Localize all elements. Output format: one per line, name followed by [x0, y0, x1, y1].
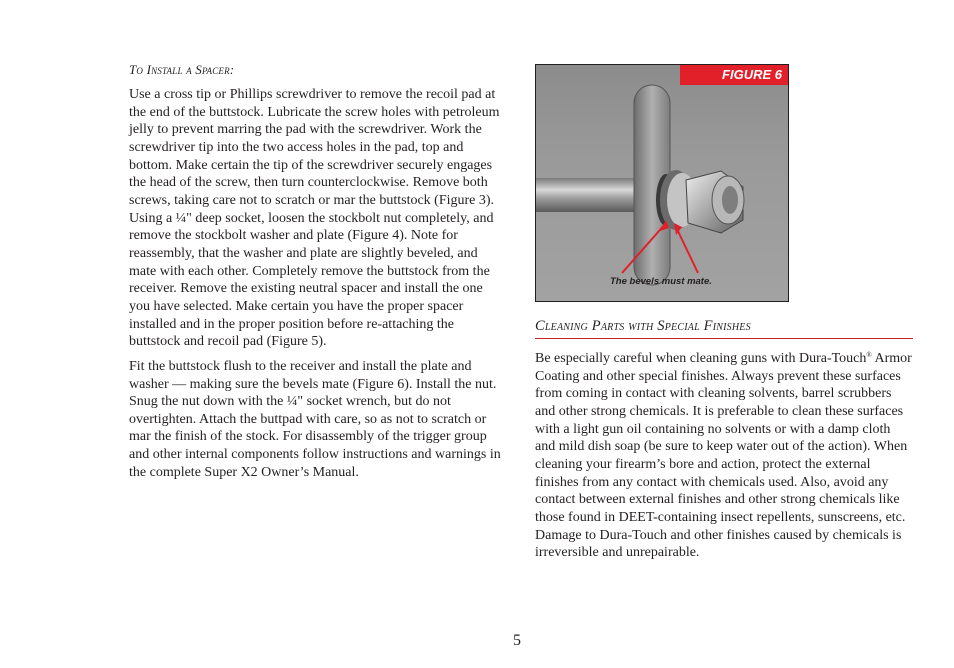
- left-column: [129, 62, 507, 481]
- figure-label: FIGURE 6: [680, 65, 788, 85]
- figure-caption: The bevels must mate.: [610, 276, 712, 287]
- install-spacer-paragraph-1: Use a cross tip or Phillips screwdriver to remove the recoil pad at the end of the buttstock. Lubricate the screw holes with petroleum jelly to prevent marring the pad with the screwdriver. Work the screwdriver tip into the two access holes in the pad, top and bottom. Make certain the tip of the screwdriver securely engages the head of the screw, then turn counterclockwise. Remove both screws, taking care not to scratch or mar the buttstock (Figure 3). Using a ¼" deep socket, loosen the stockbolt nut completely, and remove the stockbolt washer and plate (Figure 4). Note for reassembly, that the washer and plate are slightly beveled, and mate with each other. Completely remove the buttstock from the receiver. Remove the existing neutral spacer and install the one you have selected. Make certain you have the proper spacer installed and in the proper position before re-attaching the buttstock and recoil pad (Figure 5).: [129, 87, 500, 350]
- install-spacer-paragraph-2: Fit the buttstock flush to the receiver and install the plate and washer — making sure the bevels mate (Figure 6). Install the nut. Snug the nut down with the ¼" socket wrench, but do not overtighten. Attach the buttpad with care, so as not to scratch or mar the finish of the stock. For disassembly of the trigger group and other internal components follow instructions and warnings in the complete Super X2 Owner’s Manual.: [129, 358, 501, 480]
- section-heading-cleaning: Cleaning Parts with Special Finishes: [535, 318, 751, 334]
- page-number: 5: [513, 632, 521, 649]
- cleaning-paragraph: [535, 350, 913, 562]
- cleaning-paragraph-rest: Armor Coating and other special finishes. Always prevent these surfaces from coming in contact with cleaning solvents, barrel scrubbers and other strong chemicals. It is preferable to clean these surfaces with a light gun oil containing no solvents or with a damp cloth and mild dish soap (be sure to keep water out of the action). When cleaning your firearm’s bore and action, protect the external finishes from any contact with chemicals used. Also, avoid any contact between external finishes and other strong chemicals like those found in DEET-containing insect repellents, sunscreens, etc. Damage to Dura-Touch and other finishes caused by chemicals is irreversible and unrepairable.: [535, 351, 912, 561]
- right-column: [535, 318, 913, 562]
- registered-mark: ®: [866, 351, 872, 359]
- section-heading-install-spacer: To Install a Spacer:: [129, 62, 235, 77]
- figure-6: [535, 64, 789, 302]
- figure-6-photo: [536, 65, 788, 301]
- heading-divider: [535, 338, 913, 339]
- cleaning-paragraph-start: Be especially careful when cleaning guns with Dura-Touch: [535, 351, 867, 366]
